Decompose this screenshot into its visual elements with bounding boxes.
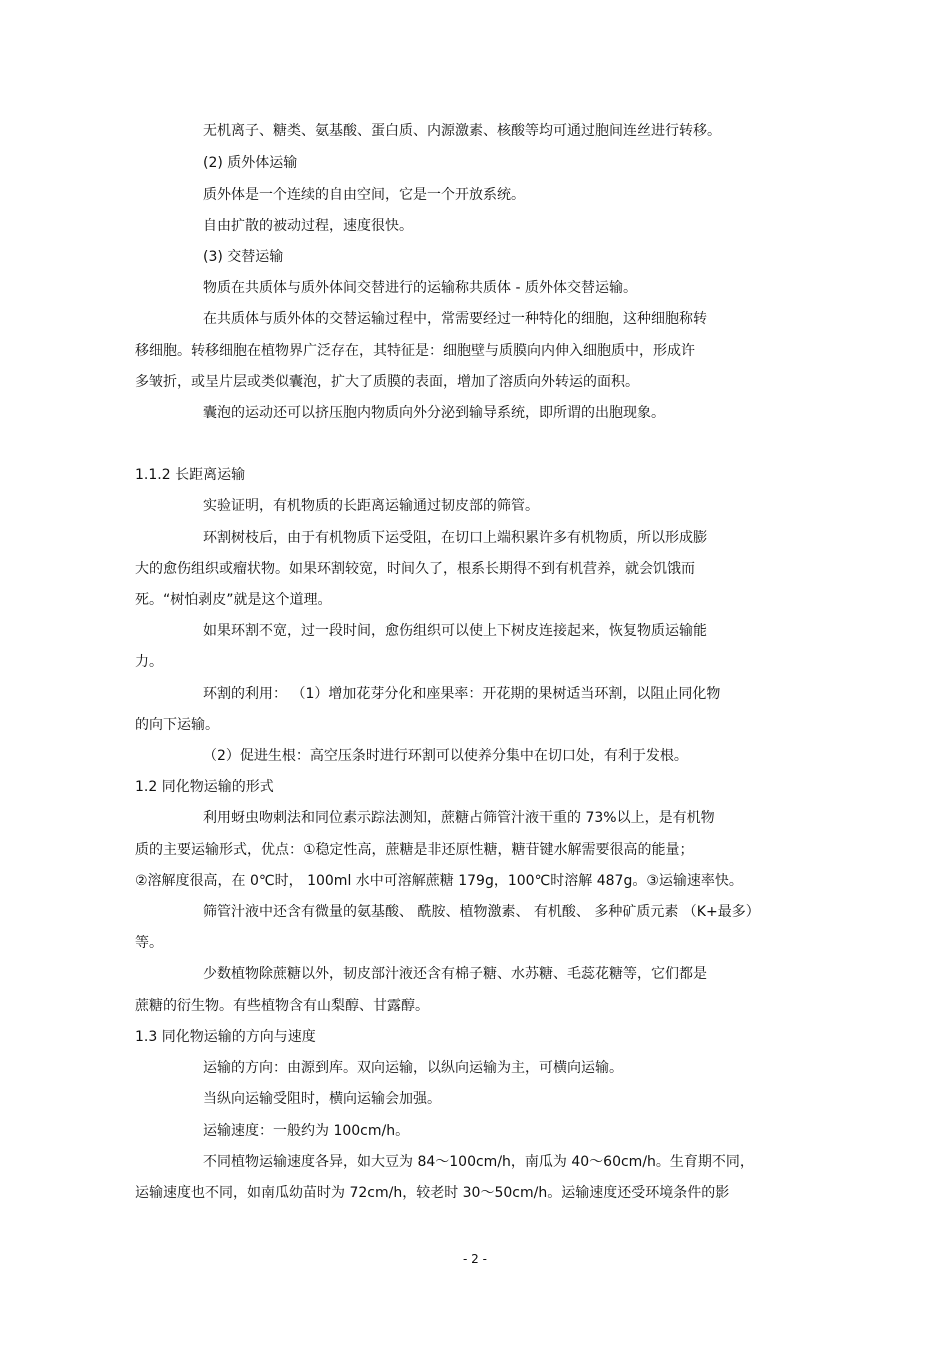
text-line: 运输速度：一般约为 100cm/h。 <box>203 1123 410 1139</box>
text-line: 质外体是一个连续的自由空间，它是一个开放系统。 <box>203 187 525 203</box>
text-line: ②溶解度很高，在 0℃时， 100ml 水中可溶解蔗糖 179g，100℃时溶解 487g。③运输速率快。 <box>135 873 743 889</box>
text-line: 运输速度也不同，如南瓜幼苗时为 72cm/h，较老时 30～50cm/h。运输速度还受环境条件的影 <box>135 1185 730 1201</box>
text-line: 物质在共质体与质外体间交替进行的运输称共质体 - 质外体交替运输。 <box>203 280 637 296</box>
text-line: 多皱折，或呈片层或类似囊泡，扩大了质膜的表面，增加了溶质向外转运的面积。 <box>135 374 639 390</box>
text-line: 的向下运输。 <box>135 717 219 733</box>
text-line: 筛管汁液中还含有微量的氨基酸、 酰胺、植物激素、 有机酸、 多种矿质元素 （K+最多） <box>203 904 760 920</box>
section-heading: 1.1.2 长距离运输 <box>135 467 246 483</box>
text-line: 等。 <box>135 935 163 951</box>
text-line: 蔗糖的衍生物。有些植物含有山梨醇、甘露醇。 <box>135 998 429 1014</box>
section-heading: 1.2 同化物运输的形式 <box>135 779 274 795</box>
text-line: 当纵向运输受阻时，横向运输会加强。 <box>203 1091 441 1107</box>
text-line: 囊泡的运动还可以挤压胞内物质向外分泌到输导系统，即所谓的出胞现象。 <box>203 405 665 421</box>
text-line: 运输的方向：由源到库。双向运输，以纵向运输为主，可横向运输。 <box>203 1060 623 1076</box>
text-line: 移细胞。转移细胞在植物界广泛存在，其特征是：细胞壁与质膜向内伸入细胞质中，形成许 <box>135 343 695 359</box>
text-line: 实验证明，有机物质的长距离运输通过韧皮部的筛管。 <box>203 498 539 514</box>
text-line: (3) 交替运输 <box>203 249 284 265</box>
text-line: 在共质体与质外体的交替运输过程中，常需要经过一种特化的细胞，这种细胞称转 <box>203 311 707 327</box>
text-line: 自由扩散的被动过程，速度很快。 <box>203 218 413 234</box>
text-line: 环割树枝后，由于有机物质下运受阻，在切口上端积累许多有机物质，所以形成膨 <box>203 530 707 546</box>
text-line: 如果环割不宽，过一段时间，愈伤组织可以使上下树皮连接起来，恢复物质运输能 <box>203 623 707 639</box>
text-line: 质的主要运输形式，优点：①稳定性高，蔗糖是非还原性糖，糖苷键水解需要很高的能量； <box>135 842 694 858</box>
text-line: 死。“树怕剥皮”就是这个道理。 <box>135 592 332 608</box>
text-line: 少数植物除蔗糖以外，韧皮部汁液还含有棉子糖、水苏糖、毛蕊花糖等，它们都是 <box>203 966 707 982</box>
text-line: 无机离子、糖类、氨基酸、蛋白质、内源激素、核酸等均可通过胞间连丝进行转移。 <box>203 123 721 139</box>
text-line: (2) 质外体运输 <box>203 155 298 171</box>
text-line: 利用蚜虫吻刺法和同位素示踪法测知，蔗糖占筛管汁液干重的 73%以上，是有机物 <box>203 810 715 826</box>
section-heading: 1.3 同化物运输的方向与速度 <box>135 1029 316 1045</box>
text-line: 环割的利用： （1）增加花芽分化和座果率：开花期的果树适当环割，以阻止同化物 <box>203 686 721 702</box>
text-line: 不同植物运输速度各异，如大豆为 84～100cm/h，南瓜为 40～60cm/h。生育期不同， <box>203 1154 754 1170</box>
text-line: 大的愈伤组织或瘤状物。如果环割较宽，时间久了，根系长期得不到有机营养，就会饥饿而 <box>135 561 695 577</box>
page-number: - 2 - <box>463 1252 487 1266</box>
text-line: （2）促进生根：高空压条时进行环割可以使养分集中在切口处，有利于发根。 <box>203 748 688 764</box>
text-line: 力。 <box>135 654 163 670</box>
